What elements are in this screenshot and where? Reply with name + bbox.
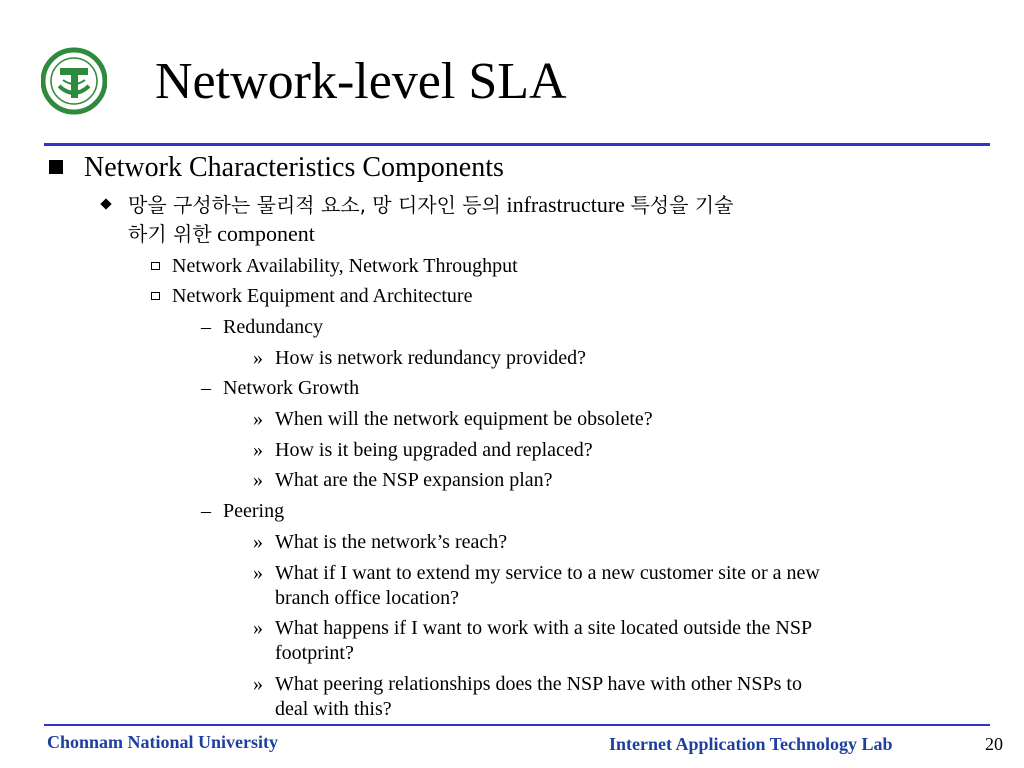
list-item: Network Availability, Network Throughput (172, 255, 518, 277)
sub-bullet-line-2: 하기 위한 component (128, 221, 315, 246)
hollow-square-bullet-icon (151, 262, 160, 270)
sub-bullet-line-1: 망을 구성하는 물리적 요소, 망 디자인 등의 infrastructure 특성을 기술 (128, 192, 734, 217)
double-arrow-bullet-icon: » (253, 562, 263, 584)
slide-title: Network-level SLA (155, 53, 567, 110)
list-item: What are the NSP expansion plan? (275, 469, 553, 491)
list-item: What happens if I want to work with a site located outside the NSP (275, 617, 813, 639)
list-item: deal with this? (275, 698, 392, 720)
list-item: branch office location? (275, 587, 459, 609)
university-logo (41, 38, 107, 124)
double-arrow-bullet-icon: » (253, 531, 263, 553)
list-item: What peering relationships does the NSP have with other NSPs to (275, 673, 802, 695)
footer-university: Chonnam National University (47, 732, 279, 752)
footer-divider (44, 724, 990, 726)
list-item: footprint? (275, 642, 354, 664)
list-item: When will the network equipment be obsolete? (275, 408, 653, 430)
footer-lab: Internet Application Technology Lab (609, 734, 893, 754)
title-divider (44, 143, 990, 146)
heading-network-characteristics: Network Characteristics Components (84, 152, 504, 183)
double-arrow-bullet-icon: » (253, 469, 263, 491)
dash-bullet-icon: – (201, 377, 211, 399)
diamond-bullet-icon (100, 198, 111, 209)
list-item: How is it being upgraded and replaced? (275, 439, 593, 461)
double-arrow-bullet-icon: » (253, 347, 263, 369)
double-arrow-bullet-icon: » (253, 617, 263, 639)
list-item: Redundancy (223, 316, 323, 338)
double-arrow-bullet-icon: » (253, 673, 263, 695)
list-item: What if I want to extend my service to a new customer site or a new (275, 562, 820, 584)
page-number: 20 (985, 734, 1003, 754)
hollow-square-bullet-icon (151, 292, 160, 300)
list-item: Network Growth (223, 377, 360, 399)
list-item: Network Equipment and Architecture (172, 285, 473, 307)
list-item: Peering (223, 500, 285, 522)
dash-bullet-icon: – (201, 316, 211, 338)
dash-bullet-icon: – (201, 500, 211, 522)
double-arrow-bullet-icon: » (253, 408, 263, 430)
list-item: What is the network’s reach? (275, 531, 508, 553)
list-item: How is network redundancy provided? (275, 347, 587, 369)
square-bullet-icon (49, 160, 63, 174)
double-arrow-bullet-icon: » (253, 439, 263, 461)
